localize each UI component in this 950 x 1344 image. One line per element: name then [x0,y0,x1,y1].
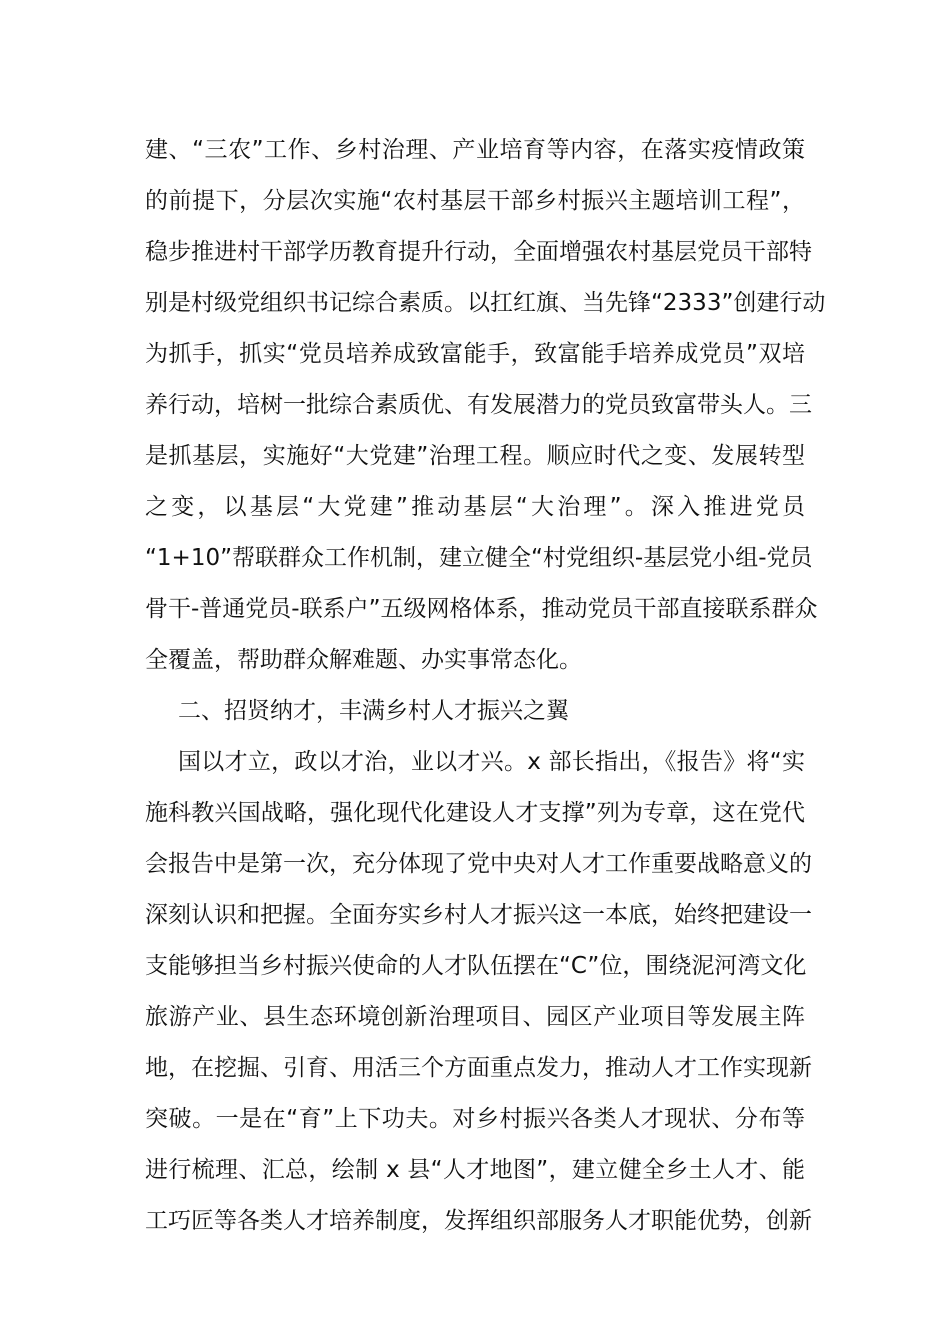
body-text-line: 骨干-普通党员-联系户”五级网格体系，推动党员干部直接联系群众 [145,596,818,622]
body-text-line: 的前提下，分层次实施“农村基层干部乡村振兴主题培训工程”， [145,188,805,214]
body-text-line: 养行动，培树一批综合素质优、有发展潜力的党员致富带头人。三 [145,392,812,418]
body-text-line: 为抓手，抓实“党员培养成致富能手，致富能手培养成党员”双培 [145,341,805,367]
body-text-line: 是抓基层，实施好“大党建”治理工程。顺应时代之变、发展转型 [145,443,805,469]
body-text-line: 旅游产业、县生态环境创新治理项目、园区产业项目等发展主阵 [145,1004,805,1030]
body-text-line: 突破。一是在“育”上下功夫。对乡村振兴各类人才现状、分布等 [145,1106,805,1132]
body-text-line: 建、“三农”工作、乡村治理、产业培育等内容，在落实疫情政策 [145,137,805,163]
body-text-line: 地，在挖掘、引育、用活三个方面重点发力，推动人才工作实现新 [145,1055,812,1081]
body-text-line: 别是村级党组织书记综合素质。以扛红旗、当先锋“2333”创建行动 [145,290,826,316]
body-text-line: 会报告中是第一次，充分体现了党中央对人才工作重要战略意义的 [145,851,812,877]
body-text-line: “1+10”帮联群众工作机制，建立健全“村党组织-基层党小组-党员 [145,545,813,571]
body-text-line: 施科教兴国战略，强化现代化建设人才支撑”列为专章，这在党代 [145,800,805,826]
body-text-line: 深刻认识和把握。全面夯实乡村人才振兴这一本底，始终把建设一 [145,902,812,928]
body-text-line: 工巧匠等各类人才培养制度，发挥组织部服务人才职能优势，创新 [145,1208,812,1234]
body-text-line: 进行梳理、汇总，绘制 x 县“人才地图”，建立健全乡土人才、能 [145,1157,805,1183]
body-text-line: 稳步推进村干部学历教育提升行动，全面增强农村基层党员干部特 [145,239,812,265]
body-text-line: 国以才立，政以才治，业以才兴。x 部长指出，《报告》将“实 [178,749,805,775]
body-text-line: 全覆盖，帮助群众解难题、办实事常态化。 [145,647,582,673]
section-heading: 二、招贤纳才，丰满乡村人才振兴之翼 [178,698,569,724]
body-text-line: 支能够担当乡村振兴使命的人才队伍摆在“C”位，围绕泥河湾文化 [145,953,807,979]
body-text-line: 之变，以基层“大党建”推动基层“大治理”。深入推进党员 [145,494,805,520]
